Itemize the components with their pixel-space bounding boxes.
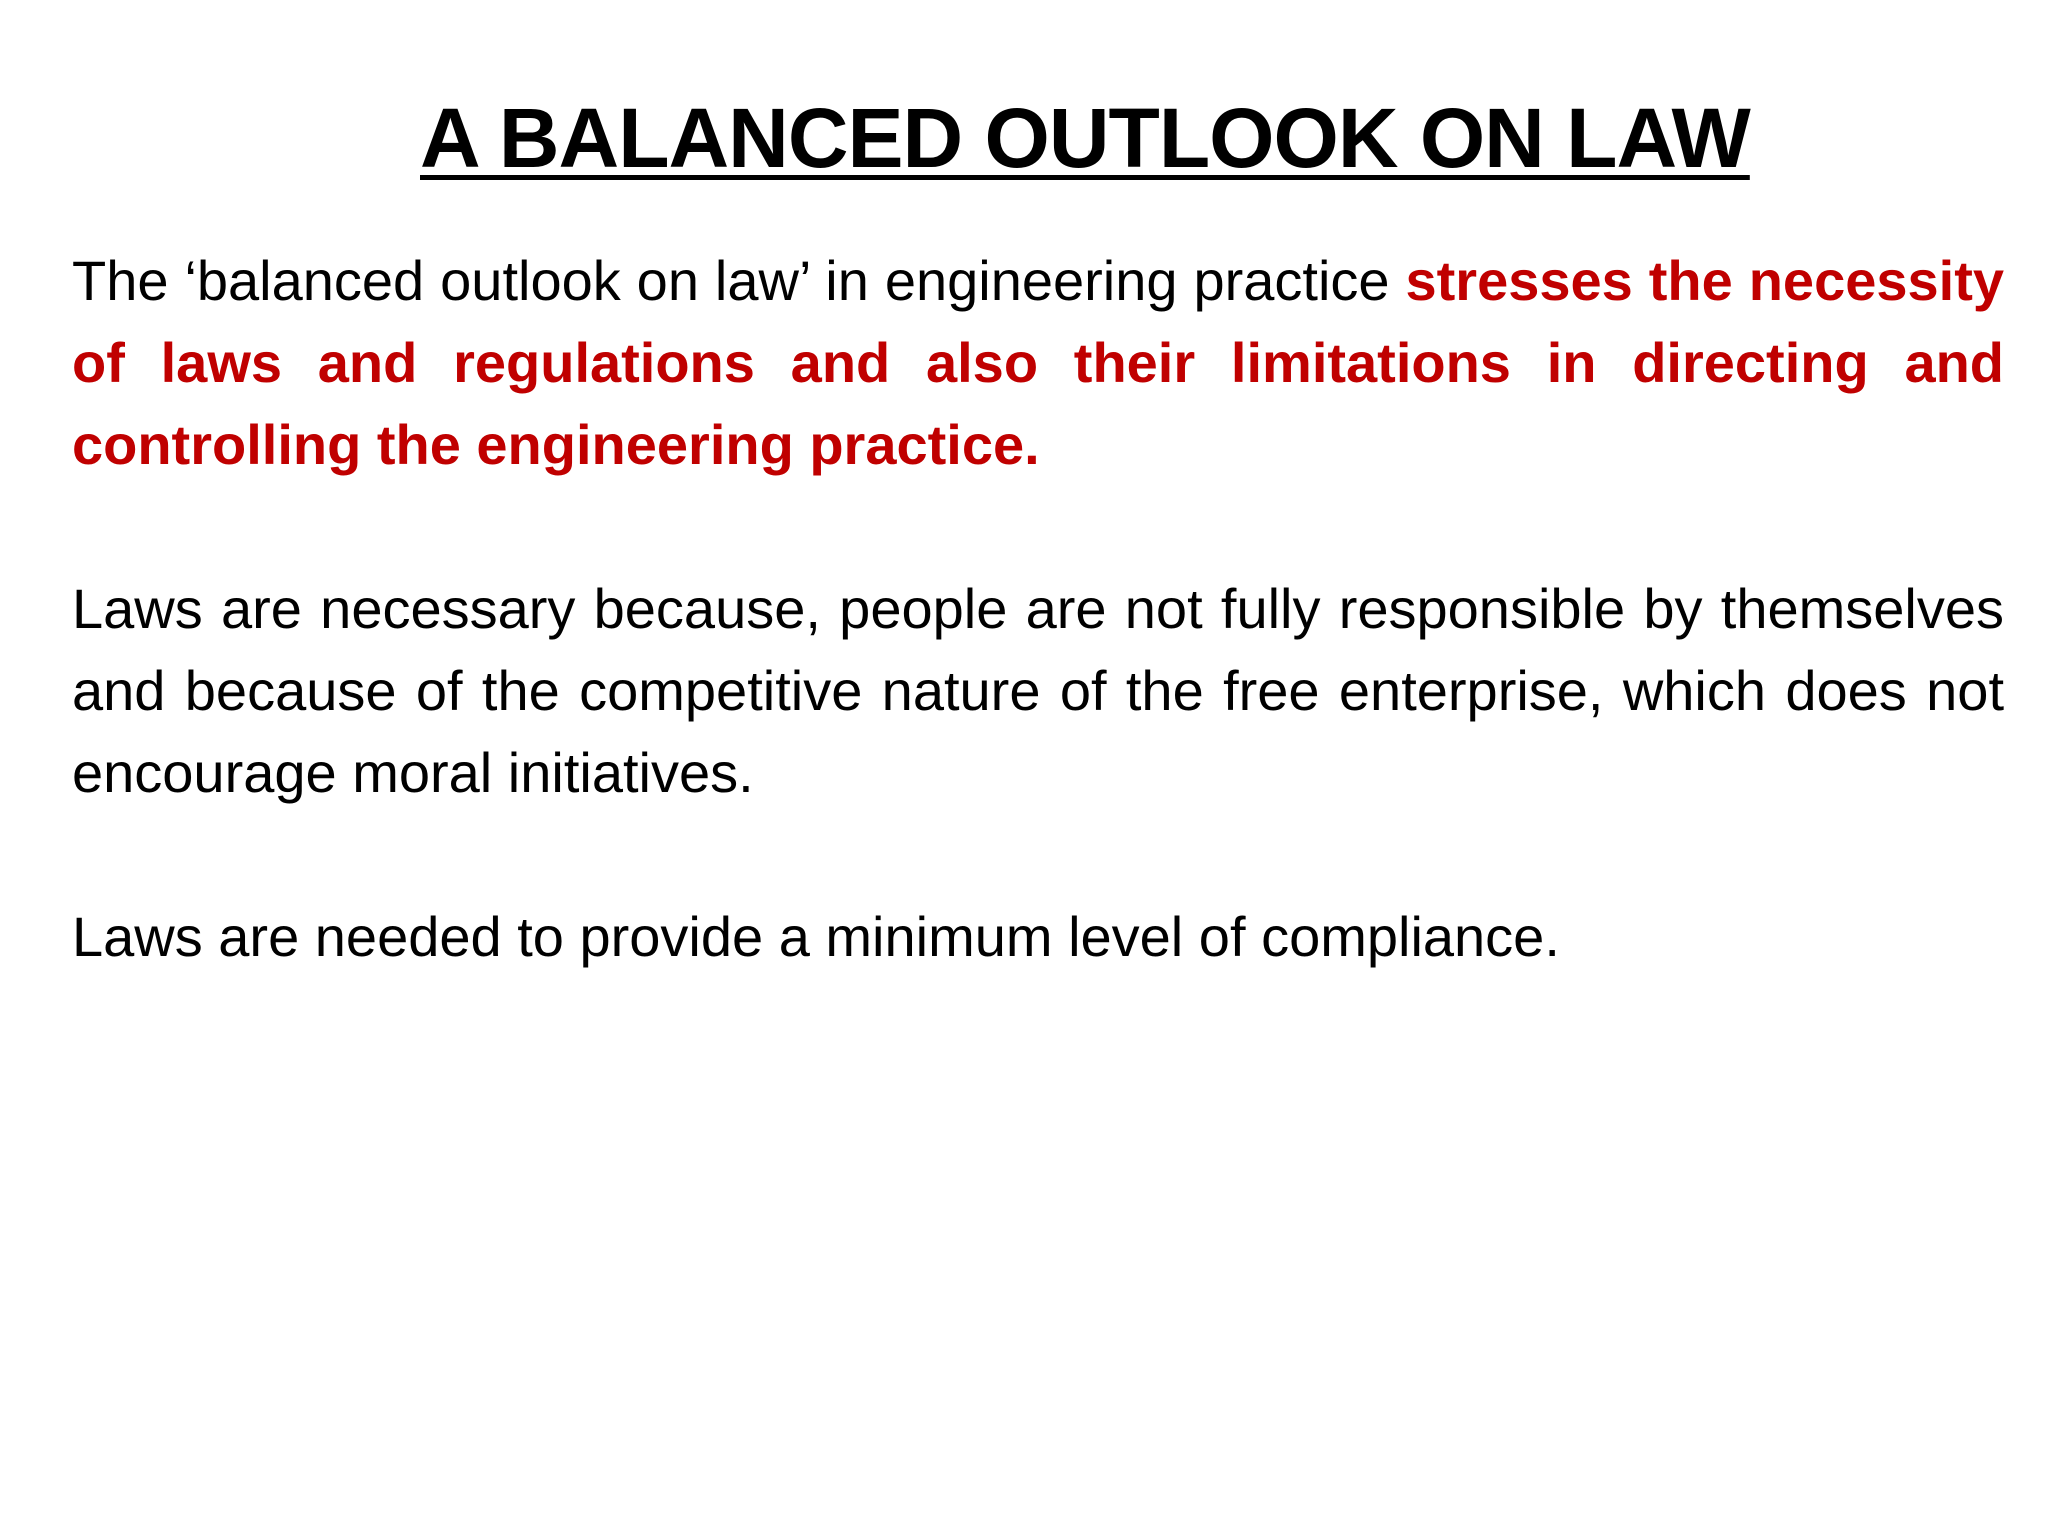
slide-title: A BALANCED OUTLOOK ON LAW xyxy=(420,91,1750,185)
paragraph-balanced-outlook xyxy=(72,240,2004,486)
slide-body xyxy=(72,240,2004,978)
paragraph-laws-necessary: Laws are necessary because, people are not fully responsible by themselves and because of the competitive nature of the free enterprise, which does not encourage moral initiatives. xyxy=(72,577,2004,804)
paragraph-emphasis-text: stresses the necessity of laws and regulations and also their limitations in directing and controlling the engineering practice. xyxy=(72,249,2004,476)
paragraph-minimum-compliance: Laws are needed to provide a minimum level of compliance. xyxy=(72,905,1560,968)
paragraph-intro-text: The ‘balanced outlook on law’ in engineering practice xyxy=(72,249,1406,312)
